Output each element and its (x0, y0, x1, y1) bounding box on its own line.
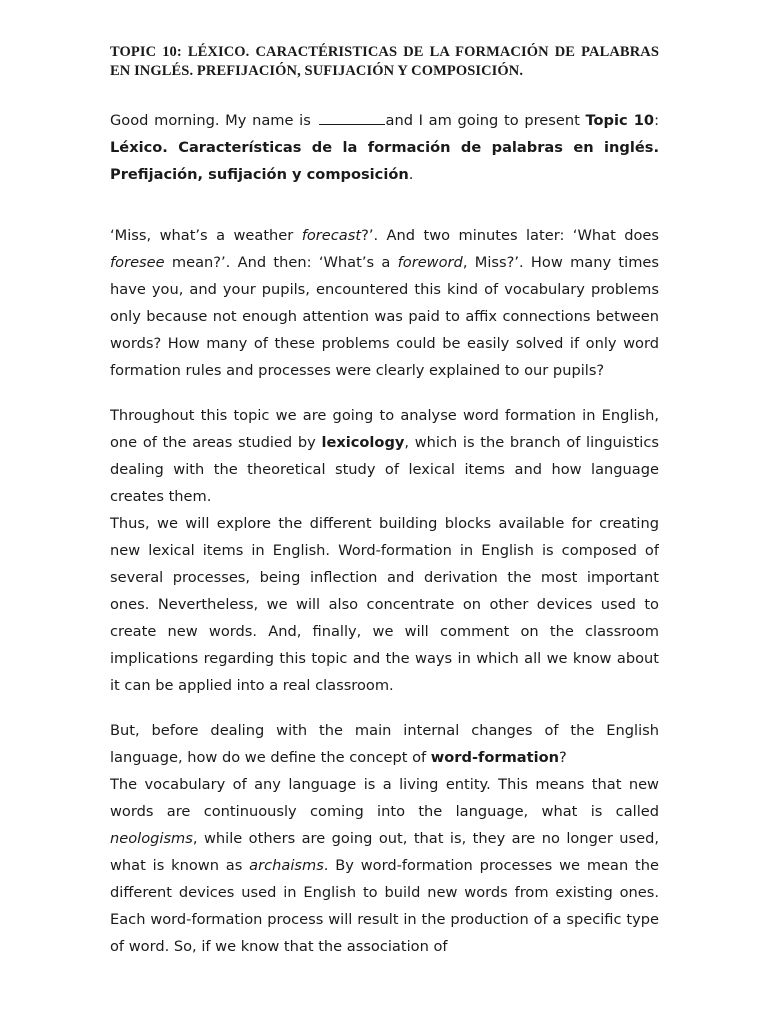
paragraph-text: ? (559, 749, 567, 766)
paragraph-questions (110, 222, 659, 384)
paragraph-text: . By word-formation processes we mean the different devices used in English to build new words from existing ones. Each word-formation process will result in the production of a specific type of word. So, if we know that the association of (110, 857, 659, 955)
term-lexicology: lexicology (321, 434, 405, 451)
intro-text: Good morning. My name is (110, 112, 317, 129)
paragraph-text: , while others are going out, that is, they are no longer used, what is known as (110, 830, 659, 874)
term-word-formation: word-formation (430, 749, 560, 766)
paragraph-text: , which is the branch of linguistics dealing with the theoretical study of lexical items and how language creates them. (110, 434, 659, 505)
paragraph-text: But, before dealing with the main internal changes of the English language, how do we define the concept of (110, 722, 659, 766)
paragraph-text: ?’. And two minutes later: ‘What does (361, 227, 659, 244)
term-foresee: foresee (110, 254, 165, 271)
paragraph-definition-question (110, 717, 659, 771)
paragraph-lexicology (110, 402, 659, 510)
intro-text: and I am going to present (385, 112, 586, 129)
paragraph-vocabulary (110, 771, 659, 960)
paragraph-text: , Miss?’. How many times have you, and your pupils, encountered this kind of vocabulary problems only because not enough attention was paid to affix connections between words? How many of these problems could be easily solved if only word formation rules and processes were clearly explained to our pupils? (110, 254, 659, 379)
topic-number: Topic 10 (585, 112, 655, 129)
paragraph-text: mean?’. And then: ‘What’s a (164, 254, 398, 271)
paragraph-text: Throughout this topic we are going to analyse word formation in English, one of the areas studied by (110, 407, 659, 451)
paragraph-building-blocks: Thus, we will explore the different building blocks available for creating new lexical items in English. Word-formation in English is composed of several processes, being inflection and derivation the most important ones. Nevertheless, we will also concentrate on other devices used to create new words. And, finally, we will comment on the classroom implications regarding this topic and the ways in which all we know about it can be applied into a real classroom. (110, 515, 659, 694)
document-title: TOPIC 10: LÉXICO. CARACTÉRISTICAS DE LA FORMACIÓN DE PALABRAS EN INGLÉS. PREFIJACIÓN, SUFIJACIÓN Y COMPOSICIÓN. (110, 44, 659, 79)
intro-paragraph (110, 107, 659, 188)
document-page (110, 0, 659, 1024)
paragraph-text: ‘Miss, what’s a weather (110, 227, 302, 244)
paragraph-text: The vocabulary of any language is a living entity. This means that new words are continuously coming into the language, what is called (110, 776, 659, 820)
term-forecast: forecast (301, 227, 362, 244)
topic-name: Léxico. Características de la formación de palabras en inglés. Prefijación, sufijación y composición (110, 139, 659, 183)
intro-text: . (408, 166, 414, 183)
intro-text: : (654, 112, 659, 129)
term-foreword: foreword (397, 254, 463, 271)
term-archaisms: archaisms (249, 857, 324, 874)
name-blank (319, 113, 385, 125)
term-neologisms: neologisms (110, 830, 193, 847)
